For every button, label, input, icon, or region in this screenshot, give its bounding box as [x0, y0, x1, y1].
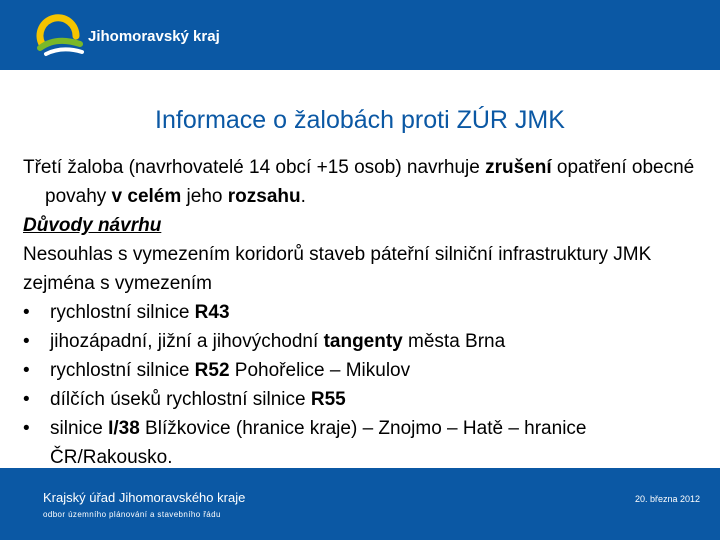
slide-title: Informace o žalobách proti ZÚR JMK	[155, 106, 565, 134]
slide-body	[23, 153, 703, 472]
jmk-emblem-icon	[36, 14, 86, 58]
reasons-heading: Důvody návrhu	[23, 215, 162, 236]
list-item: • silnice I/38 Blížkovice (hranice kraje) – Znojmo – Hatě – hranice ČR/Rakousko.	[23, 414, 703, 472]
list-item: • rychlostní silnice R43	[23, 298, 703, 327]
bullet-icon: •	[23, 389, 30, 410]
bullet-icon: •	[23, 360, 30, 381]
reasons-text: Nesouhlas s vymezením koridorů staveb páteřní silniční infrastruktury JMK zejména s vymezením	[23, 244, 652, 294]
bullet-icon: •	[23, 302, 30, 323]
jmk-logo	[36, 14, 236, 58]
footer-department: odbor územního plánování a stavebního řádu	[43, 510, 221, 519]
footer-date: 20. března 2012	[634, 494, 700, 504]
org-name: Jihomoravský kraj	[88, 28, 220, 45]
bullet-icon: •	[23, 331, 30, 352]
list-item: • dílčích úseků rychlostní silnice R55	[23, 385, 703, 414]
footer-bar	[0, 468, 720, 540]
bullet-list	[23, 298, 703, 472]
footer-office: Krajský úřad Jihomoravského kraje	[43, 490, 246, 505]
header-bar	[0, 0, 720, 70]
intro-paragraph: Třetí žaloba (navrhovatelé 14 obcí +15 osob) navrhuje zrušení opatření obecné povahy v celém jeho rozsahu.	[23, 157, 695, 207]
bullet-icon: •	[23, 418, 30, 439]
list-item: • rychlostní silnice R52 Pohořelice – Mikulov	[23, 356, 703, 385]
list-item: • jihozápadní, jižní a jihovýchodní tangenty města Brna	[23, 327, 703, 356]
